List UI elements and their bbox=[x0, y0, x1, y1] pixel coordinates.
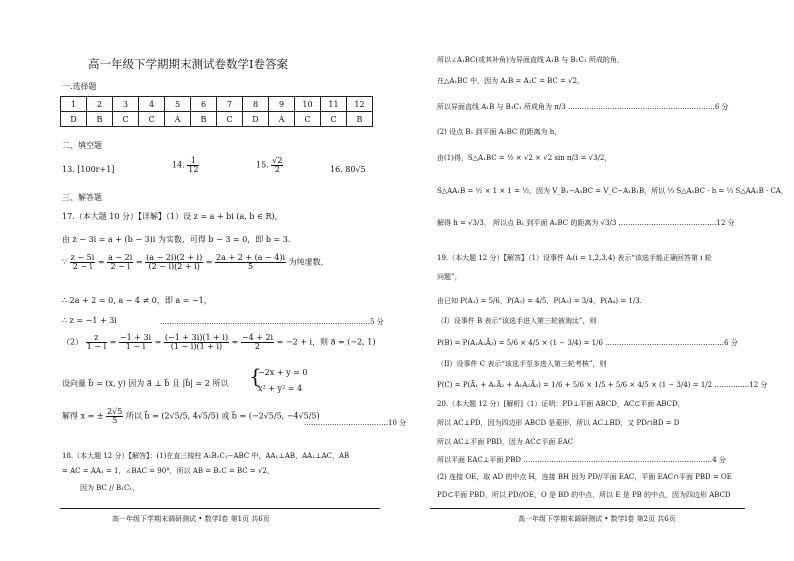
text-line: 所以平面 EAC⊥平面 PBD ………………………………………………………………………4 分 bbox=[437, 456, 726, 464]
fill-answer-15 bbox=[256, 157, 283, 174]
table-cell: 12 bbox=[347, 97, 373, 112]
fraction: $\frac{√2}{2}$ bbox=[272, 156, 283, 174]
table-cell: 11 bbox=[321, 97, 347, 112]
table-cell: B bbox=[347, 112, 373, 127]
text-line: 所以 AC⊥平面 PBD，因为 AC⊂平面 EAC bbox=[437, 438, 574, 446]
table-cell: C bbox=[217, 112, 243, 127]
question-number: 14. bbox=[172, 160, 185, 170]
table-cell: 2 bbox=[87, 97, 113, 112]
fraction: $\frac{z - 5i}{2 - i}$ bbox=[70, 253, 95, 271]
text-line: 在△A₁BC 中，因为 A₁B = A₁C = BC = √2， bbox=[437, 77, 585, 85]
table-cell: 6 bbox=[191, 97, 217, 112]
answer-value: [100r+1] bbox=[77, 165, 115, 174]
text-line: 由已知 P(A₁) = 5/6，P(A₂) = 4/5，P(A₃) = 3/4，P(A₄) = 1/3. bbox=[437, 297, 642, 305]
fraction: $\frac{1}{12}$ bbox=[188, 156, 199, 174]
equation-system-line: −2x + y = 0 bbox=[258, 368, 308, 377]
table-cell: 1 bbox=[61, 97, 87, 112]
table-cell: 4 bbox=[139, 97, 165, 112]
q17-line: ∴ 2a + 2 = 0, a − 4 ≠ 0，即 a = −1， bbox=[62, 296, 212, 305]
table-row bbox=[61, 97, 373, 112]
q19-header: 19.（本大题 12 分）【解答】（1）设事件 Aᵢ(i = 1,2,3,4) 表示“该选手能正确回答第 i 轮 bbox=[437, 254, 712, 262]
q17-line: （2） $\frac{z}{1 - i}$ = $\frac{-1 + 3i}{1 - i}$ = $\frac{(-1 + 3i)(1 + i)}{(1 - i)(1 + i)}$ = $\frac{-4 + 2i}{2}$ = −2 + i，则 a⃗ = (−2, 1) bbox=[62, 333, 376, 351]
fill-answer-16: 16. 80√5 bbox=[330, 165, 366, 174]
text-line: (2) 设点 B₁ 到平面 A₁BC 的距离为 h， bbox=[437, 128, 562, 136]
fraction: $\frac{(-1 + 3i)(1 + i)}{(1 - i)(1 + i)}$ bbox=[164, 333, 229, 351]
q17-line: ∴ z = −1 + 3i bbox=[62, 316, 117, 325]
fraction: $\frac{-1 + 3i}{1 - i}$ bbox=[119, 333, 152, 351]
text-line: P(B) = P(A₁A₂Ā₃) = 5/6 × 4/5 × (1 − 3/4) = 1/6 ……………………………………………6 分 bbox=[437, 339, 738, 347]
text-line: 所以 AC⊥PD，因为四边形 ABCD 是菱形，所以 AC⊥BD，又 PD∩BD = D bbox=[437, 419, 680, 427]
table-cell: C bbox=[295, 112, 321, 127]
q18-header: 18.（本大题 12 分）【解答】：(1)在直三棱柱 A₁B₁C₁−ABC 中，AA₁⊥AB，AA₁⊥AC，AB bbox=[62, 452, 350, 460]
fraction: $\frac{z}{1 - i}$ bbox=[86, 333, 107, 351]
table-row bbox=[61, 112, 373, 127]
table-cell: D bbox=[61, 112, 87, 127]
fraction: $\frac{-4 + 2i}{2}$ bbox=[241, 333, 274, 351]
text-line: （I）设事件 B 表示“该选手进入第三轮被淘汰”，则 bbox=[437, 317, 597, 325]
text-line: 问题”， bbox=[437, 273, 462, 281]
question-number: 13. bbox=[62, 165, 75, 174]
text-line: 所以异面直线 A₁B 与 B₁C₁ 所成角为 π/3 ………………………………………………………6 分 bbox=[437, 103, 729, 111]
choice-answer-table bbox=[60, 96, 373, 127]
section-choice-heading: 一.选择题 bbox=[62, 82, 97, 91]
text-line: 解得 h = √3/3， 所以点 B₁ 到平面 A₁BC 的距离为 √3/3 ……………………………………12 分 bbox=[437, 219, 735, 227]
table-cell: 3 bbox=[113, 97, 139, 112]
text-line: 所以∠A₁BC(或其补角)为异面直线 A₁B 与 B₁C₁ 所成的角， bbox=[437, 56, 624, 64]
q20-header: 20.（本大题 12 分）[解析]（1）证明：PD⊥平面 ABCD，AC⊂平面 ABCD， bbox=[437, 400, 685, 408]
table-cell: 8 bbox=[243, 97, 269, 112]
fraction: $\frac{2√5}{5}$ bbox=[107, 407, 123, 425]
fraction: $\frac{2a + 2 + (a - 4)i}{5}$ bbox=[216, 253, 286, 271]
table-cell: B bbox=[191, 112, 217, 127]
fraction: $\frac{a - 2i}{2 - i}$ bbox=[108, 253, 133, 271]
q18-line: = AC = AA₁ = 1，∠BAC = 90°，所以 AB = B₁C = BC = √2， bbox=[62, 467, 274, 475]
score-leader: ………………………………………………………………………………5 分 bbox=[160, 318, 384, 326]
page-title: 高一年级下学期期末测试卷数学Ⅰ卷答案 bbox=[88, 57, 289, 71]
table-cell: D bbox=[243, 112, 269, 127]
section-solution-heading: 三、解答题 bbox=[62, 193, 102, 202]
section-fill-heading: 二、填空题 bbox=[62, 141, 102, 150]
q17-header: 17.（本大题 10 分）【详解】（1）设 z = a + bi (a, b ∈ R)， bbox=[62, 212, 283, 221]
fill-answer-14 bbox=[172, 157, 199, 174]
text-line: (2) 连接 OE，取 AD 的中点 H，连接 BH 因为 PD//平面 EAC，平面 EAC∩平面 PBD = OE bbox=[437, 473, 732, 481]
page-footer: 高一年级下学期末调研测试 • 数学Ⅰ卷 第1页 共6页 bbox=[112, 515, 270, 523]
question-number: 15. bbox=[256, 160, 269, 170]
fill-answer-13 bbox=[62, 165, 114, 174]
table-cell: B bbox=[87, 112, 113, 127]
text-line: P(C) = P(Ā₁ + A₁Ā₂ + A₁A₂Ā₃) = 1/6 + 5/6 × 1/5 + 5/6 × 4/5 × (1 − 3/4) = 1/2 ……………12 分 bbox=[437, 381, 768, 389]
table-cell: 5 bbox=[165, 97, 191, 112]
brace-icon: { bbox=[249, 364, 262, 388]
table-cell: C bbox=[321, 112, 347, 127]
text-line: 由(1)得，S△A₁BC = ½ × √2 × √2 sin π/3 = √3/2， bbox=[437, 154, 612, 162]
table-cell: A bbox=[165, 112, 191, 127]
q17-line: 解得 x = ± $\frac{2√5}{5}$ 所以 b⃗ = (2√5/5, 4√5/5) 或 b⃗ = (−2√5/5, −4√5/5) bbox=[62, 407, 320, 425]
table-cell: C bbox=[113, 112, 139, 127]
q17-line: 设向量 b⃗ = (x, y) 因为 a⃗ ⊥ b⃗ 且 |b⃗| = 2 所以 bbox=[62, 379, 229, 388]
text-line: PD⊂平面 PBD，所以 PD//OE，O 是 BD 的中点，所以 E 是 PB 的中点，因为四边形 ABCD bbox=[437, 491, 731, 499]
text-line: （II）设事件 C 表示“该选手至多进入第三轮考核”，则 bbox=[437, 360, 607, 368]
table-cell: 7 bbox=[217, 97, 243, 112]
page-footer: 高一年级下学期末调研测试 • 数学Ⅰ卷 第2页 共6页 bbox=[518, 515, 676, 523]
table-cell: 9 bbox=[269, 97, 295, 112]
fraction: $\frac{(a - 2i)(2 + i)}{(2 - i)(2 + i)}$ bbox=[146, 253, 203, 271]
table-cell: C bbox=[139, 112, 165, 127]
equation-system-line: x² + y² = 4 bbox=[258, 384, 303, 393]
footer-divider bbox=[430, 508, 745, 509]
q18-line: 因为 BC // B₁C₁， bbox=[80, 484, 140, 492]
table-cell: 10 bbox=[295, 97, 321, 112]
q17-line: 由 z − 3i = a + (b − 3)i 为实数，可得 b − 3 = 0，即 b = 3. bbox=[62, 235, 291, 244]
q17-line: ∵ $\frac{z - 5i}{2 - i}$ = $\frac{a - 2i}{2 - i}$ = $\frac{(a - 2i)(2 + i)}{(2 - i)(2 + i)}$ = $\frac{2a + 2 + (a - 4)i}{5}$ 为纯虚数， bbox=[62, 253, 329, 271]
table-cell: A bbox=[269, 112, 295, 127]
score-leader: ………………………………10 分 bbox=[304, 419, 407, 427]
footer-divider bbox=[60, 508, 380, 509]
text-line: S△AA₁B = ½ × 1 × 1 = ½，因为 V_B₁−A₁BC = V_C−A₁B₁B，所以 ⅓ S△A₁BC · h = ⅓ S△AA₁B · CA， bbox=[437, 187, 788, 195]
